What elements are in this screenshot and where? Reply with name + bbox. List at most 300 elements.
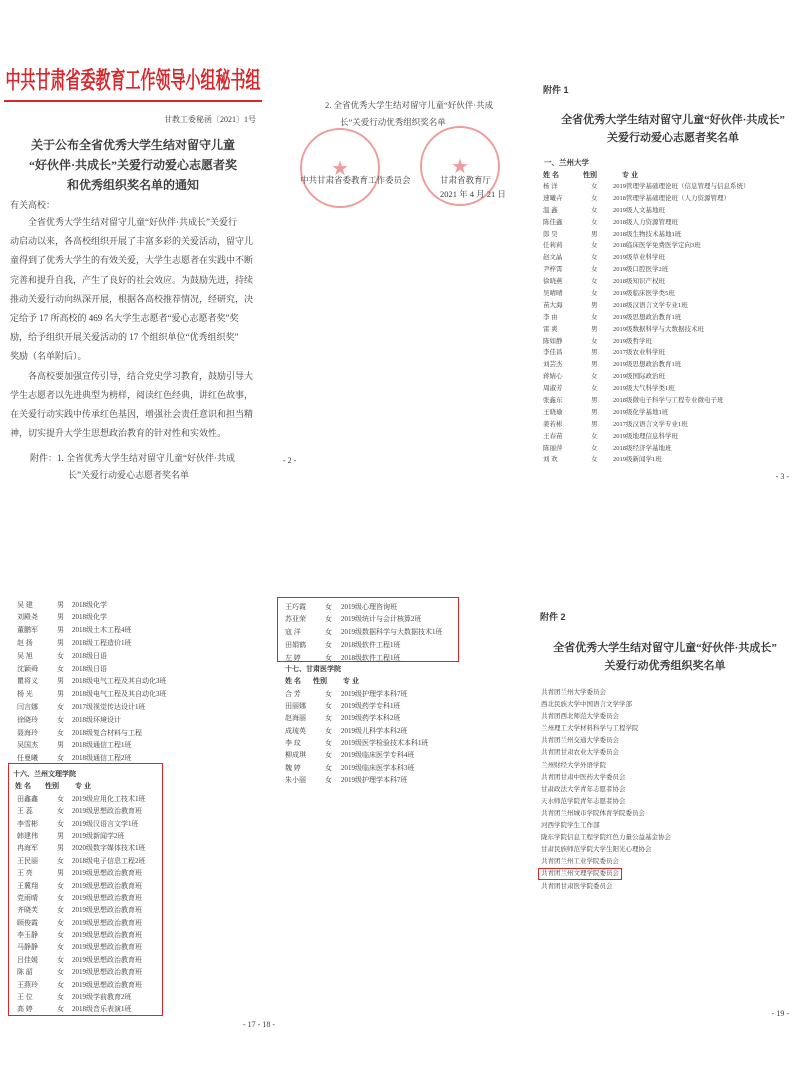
attachment-line: 附件：1. 全省优秀大学生结对留守儿童“好伙伴·共成 xyxy=(30,453,235,463)
list-row xyxy=(17,624,257,637)
cell-name: 田鑫鑫 xyxy=(17,794,38,803)
cell-major: 2018级日语 xyxy=(72,651,107,660)
column-major: 专 业 xyxy=(622,172,638,179)
cell-name: 王 蕊 xyxy=(17,807,33,816)
issuer-header: 中共甘肃省委教育工作领导小组秘书组 xyxy=(5,68,261,95)
list-item xyxy=(540,832,790,844)
section-heading: 一、兰州大学 xyxy=(544,158,589,167)
cell-gender: 女 xyxy=(325,714,332,723)
cell-major: 2019级口腔医学2班 xyxy=(613,266,669,274)
cell-major: 2019级临床医学本科3班 xyxy=(341,763,415,772)
cell-major: 2018级工程造价1班 xyxy=(72,638,132,647)
cell-name: 李雪彬 xyxy=(17,819,38,828)
cell-major: 2017级视觉传达设计1班 xyxy=(72,702,146,711)
organization-name: 共青团甘肃医学院委员会 xyxy=(541,882,613,890)
list-row xyxy=(285,725,485,737)
list-row xyxy=(17,663,257,676)
awardee-list xyxy=(285,688,485,786)
list-item xyxy=(540,735,790,747)
cell-name: 寇 洋 xyxy=(285,628,301,637)
list-row xyxy=(17,611,257,624)
cell-major: 2018级人力资源管理班 xyxy=(613,218,678,226)
column-major: 专 业 xyxy=(75,783,91,790)
list-item xyxy=(540,796,790,808)
cell-name: 吴 旭 xyxy=(17,651,33,660)
cell-name: 苏亚荣 xyxy=(285,615,306,624)
cell-gender: 男 xyxy=(57,869,64,878)
cell-name: 朱小丽 xyxy=(285,775,306,784)
organization-name: 共青团西北师范大学委员会 xyxy=(541,713,619,721)
list-row xyxy=(17,1003,157,1015)
cell-name: 陈佳鑫 xyxy=(543,218,563,226)
cell-name: 沈颖舜 xyxy=(17,664,38,673)
page-number: - 2 - xyxy=(283,456,297,465)
list-row xyxy=(285,700,485,712)
organization-list xyxy=(540,687,790,893)
cell-gender: 女 xyxy=(325,689,332,698)
cell-major: 2019级数据科学与大数据技术1班 xyxy=(341,628,443,637)
column-major: 专 业 xyxy=(343,678,359,685)
list-row xyxy=(543,359,793,371)
list-item xyxy=(540,760,790,772)
cell-major: 2019级新闻学2班 xyxy=(72,831,125,840)
cell-name: 周淑芳 xyxy=(543,385,563,393)
cell-name: 柳成琪 xyxy=(285,751,306,760)
cell-major: 2019级草业科学班 xyxy=(613,254,665,262)
page-attachment-2 xyxy=(532,533,799,1066)
attachment-label: 附件 2 xyxy=(540,612,566,622)
list-row xyxy=(17,637,257,650)
cell-name: 高 婷 xyxy=(17,1005,33,1014)
cell-major: 2019级临床医学类5班 xyxy=(613,290,675,298)
paragraph xyxy=(10,213,262,367)
list-row xyxy=(17,727,257,740)
paragraph-line: 神，切实提升大学生思想政治教育的针对性和实效性。 xyxy=(10,428,227,439)
attachment-label: 附件 1 xyxy=(543,85,569,95)
issue-date: 2021 年 4 月 21 日 xyxy=(440,189,506,199)
cell-name: 吴晴晴 xyxy=(543,290,563,298)
list-row xyxy=(285,639,455,652)
page-attachment-1 xyxy=(532,0,799,500)
cell-gender: 男 xyxy=(57,741,64,750)
list-row xyxy=(285,762,485,774)
list-item xyxy=(540,747,790,759)
cell-major: 2018管理学基础理论班（人力资源管理） xyxy=(613,194,730,202)
list-row xyxy=(285,774,485,786)
cell-gender: 女 xyxy=(57,881,64,890)
list-row xyxy=(543,264,793,276)
cell-major: 2018级微电子科学与工程专业微电子班 xyxy=(613,397,724,405)
cell-major: 2018级电子信息工程2班 xyxy=(72,856,146,865)
list-row xyxy=(285,688,485,700)
cell-major: 2019级思想政治教育班 xyxy=(72,918,142,927)
list-row xyxy=(543,229,793,241)
list-item xyxy=(540,687,790,699)
title-line: 关爱行动爱心志愿者奖名单 xyxy=(607,132,739,144)
cell-gender: 女 xyxy=(591,242,598,250)
paragraph-line: 完善和提升自我，产生了良好的社会效应。为鼓励先进，持续 xyxy=(10,274,254,285)
cell-name: 齐晓芙 xyxy=(17,906,38,915)
cell-name: 王 位 xyxy=(17,993,33,1002)
cell-major: 2019级护理学本科7班 xyxy=(341,775,408,784)
paragraph-line: 在关爱行动实践中传承红色基因，增强社会责任意识和担当精 xyxy=(10,409,254,420)
paragraph xyxy=(10,367,262,444)
organization-name: 共青团兰州大学委员会 xyxy=(541,689,606,696)
cell-major: 2019级思想政治教育班 xyxy=(72,869,142,878)
title-line: 关爱行动优秀组织奖名单 xyxy=(604,660,726,672)
signer-committee: 中共甘肃省委教育工作委员会 xyxy=(300,175,411,185)
list-row xyxy=(285,601,455,614)
list-row xyxy=(17,805,157,817)
list-row xyxy=(17,675,257,688)
list-row xyxy=(17,793,157,805)
organization-name: 兰州理工大学材料科学与工程学院 xyxy=(541,725,639,733)
title-line: “好伙伴·共成长”关爱行动爱心志愿者奖 xyxy=(28,158,237,172)
list-row xyxy=(543,181,793,193)
title-line: 全省优秀大学生结对留守儿童“好伙伴·共成长” xyxy=(553,642,777,654)
cell-major: 2018临床医学免费医学定向3班 xyxy=(613,242,701,250)
title-line: 关于公布全省优秀大学生结对留守儿童 xyxy=(30,138,235,152)
cell-gender: 女 xyxy=(591,456,598,464)
cell-major: 2018级通信工程2班 xyxy=(72,754,132,763)
cell-major: 2020级数字媒体技术1班 xyxy=(72,844,146,853)
cell-major: 2019级地理信息科学班 xyxy=(613,432,678,440)
cell-name: 杨 洋 xyxy=(543,183,558,190)
paragraph-line: 励，给予组织开展关爱活动的 17 个组织单位“优秀组织奖” xyxy=(10,332,239,343)
cell-name: 顾俊霞 xyxy=(17,918,38,927)
cell-major: 2019级护理学本科7班 xyxy=(341,689,408,698)
cell-major: 2018级复合材料与工程 xyxy=(72,728,142,737)
cell-name: 徐晓玲 xyxy=(17,715,38,724)
organization-name: 共青团甘肃中医药大学委员会 xyxy=(541,773,626,781)
awardee-list xyxy=(543,181,793,466)
cell-gender: 女 xyxy=(325,726,332,735)
list-item xyxy=(540,772,790,784)
cell-gender: 女 xyxy=(57,819,64,828)
attachment-line: 2. 全省优秀大学生结对留守儿童“好伙伴·共成 xyxy=(325,100,494,110)
awardee-list xyxy=(17,793,157,1016)
cell-name: 刘芸杰 xyxy=(543,361,563,369)
cell-name: 李玉静 xyxy=(17,931,38,940)
organization-name: 共青团兰州工业学院委员会 xyxy=(541,858,619,866)
cell-gender: 男 xyxy=(57,844,64,853)
list-item xyxy=(540,844,790,856)
cell-major: 2019级思想政治教育班 xyxy=(72,943,142,952)
list-row xyxy=(543,252,793,264)
column-name: 姓 名 xyxy=(15,783,31,790)
list-row xyxy=(543,454,793,466)
cell-name: 瞿将义 xyxy=(17,677,38,686)
cell-name: 王燕玲 xyxy=(17,980,38,989)
cell-gender: 女 xyxy=(57,943,64,952)
cell-name: 左 婷 xyxy=(285,653,301,662)
list-row xyxy=(543,193,793,205)
cell-major: 2018级环境设计 xyxy=(72,715,121,724)
cell-gender: 女 xyxy=(325,602,332,611)
cell-gender: 女 xyxy=(591,218,598,226)
organization-name: 共青团兰州交通大学委员会 xyxy=(541,737,619,745)
list-row xyxy=(17,714,257,727)
cell-major: 2018级通信工程1班 xyxy=(72,741,132,750)
cell-major: 2019级数据科学与大数据技术班 xyxy=(613,325,704,333)
cell-name: 杨 光 xyxy=(17,690,33,699)
list-row xyxy=(17,991,157,1003)
cell-name: 任曼曦 xyxy=(17,754,38,763)
column-gender: 性别 xyxy=(45,783,59,790)
cell-name: 吴国杰 xyxy=(17,741,38,750)
cell-name: 赵海丽 xyxy=(285,714,306,723)
cell-name: 闫言娜 xyxy=(17,702,38,711)
cell-major: 2019级药学专科1班 xyxy=(341,702,401,711)
cell-gender: 男 xyxy=(591,230,598,238)
notice-body xyxy=(10,213,262,443)
cell-gender: 男 xyxy=(57,626,64,635)
cell-gender: 女 xyxy=(591,266,598,274)
cell-major: 2017级汉语言文学专业1班 xyxy=(613,420,688,428)
signer-department: 甘肃省教育厅 xyxy=(440,175,492,185)
list-row xyxy=(543,336,793,348)
cell-gender: 男 xyxy=(57,600,64,609)
paragraph-line: 推动关爱行动向纵深开展，根据各高校推荐情况，经研究，决 xyxy=(10,293,254,304)
cell-major: 2019级心理咨询班 xyxy=(341,602,397,611)
cell-major: 2019级大气科学类1班 xyxy=(613,385,675,393)
cell-name: 田丽娜 xyxy=(285,702,306,711)
list-row xyxy=(543,288,793,300)
cell-gender: 女 xyxy=(325,763,332,772)
column-name: 姓 名 xyxy=(285,678,301,685)
cell-gender: 男 xyxy=(57,613,64,622)
list-item xyxy=(540,868,790,880)
list-row xyxy=(17,880,157,892)
list-row xyxy=(543,407,793,419)
organization-name: 河西学院学生工作部 xyxy=(541,822,600,830)
cell-gender: 男 xyxy=(57,831,64,840)
list-row xyxy=(543,431,793,443)
cell-major: 2019级思想政治教育1班 xyxy=(613,313,682,321)
list-item xyxy=(540,820,790,832)
cell-major: 2019级思想政治教育班 xyxy=(72,893,142,902)
page-signatures xyxy=(266,0,532,500)
section-heading: 十七、甘肃医学院 xyxy=(285,666,341,673)
cell-major: 2019级化学基地1班 xyxy=(613,408,669,416)
cell-gender: 男 xyxy=(591,349,598,357)
awardee-list xyxy=(17,599,257,765)
list-row xyxy=(543,443,793,455)
title-line: 全省优秀大学生结对留守儿童“好伙伴·共成长” xyxy=(561,114,785,126)
cell-name: 陈丽萍 xyxy=(543,444,563,452)
list-row xyxy=(17,867,157,879)
list-row xyxy=(543,419,793,431)
cell-major: 2018级化学 xyxy=(72,613,107,622)
cell-name: 李 玟 xyxy=(285,738,301,747)
table-header xyxy=(285,676,445,688)
list-row xyxy=(285,712,485,724)
cell-gender: 女 xyxy=(591,432,598,440)
cell-gender: 女 xyxy=(57,968,64,977)
cell-major: 2019级思想政治教育班 xyxy=(72,881,142,890)
cell-gender: 女 xyxy=(591,206,598,214)
cell-gender: 女 xyxy=(57,856,64,865)
cell-major: 2019级儿科学本科2班 xyxy=(341,726,408,735)
list-row xyxy=(17,917,157,929)
list-row xyxy=(285,737,485,749)
cell-gender: 女 xyxy=(57,807,64,816)
page-notice xyxy=(0,0,266,500)
cell-name: 郎 昊 xyxy=(543,230,558,238)
cell-major: 2019级统计与会计核算2班 xyxy=(341,615,422,624)
cell-name: 张鑫东 xyxy=(543,397,563,405)
cell-major: 2019级学前教育2班 xyxy=(72,993,132,1002)
cell-gender: 女 xyxy=(591,278,598,286)
paragraph-line: 奖励（名单附后）。 xyxy=(10,351,87,362)
cell-gender: 男 xyxy=(591,408,598,416)
list-row xyxy=(17,904,157,916)
cell-name: 王民丽 xyxy=(17,856,38,865)
cell-gender: 女 xyxy=(57,1005,64,1014)
cell-major: 2019级思想政治教育班 xyxy=(72,906,142,915)
list-item xyxy=(540,881,790,893)
paragraph-line: 动启动以来，各高校组织开展了丰富多彩的关爱活动，留守儿 xyxy=(10,236,254,247)
cell-name: 党雨晴 xyxy=(17,893,38,902)
cell-gender: 女 xyxy=(325,751,332,760)
paragraph-line: 童得到了优秀大学生的有效关爱，大学生志愿者在实践中不断 xyxy=(10,255,254,266)
list-row xyxy=(17,739,257,752)
organization-name: 共青团甘肃农业大学委员会 xyxy=(541,749,619,757)
attachment-title xyxy=(538,639,792,675)
attachment-line: 长”关爱行动爱心志愿者奖名单 xyxy=(68,470,189,480)
list-row xyxy=(17,979,157,991)
list-row xyxy=(17,941,157,953)
cell-major: 2018级软件工程1班 xyxy=(341,640,401,649)
cell-major: 2018级生物技术基地1班 xyxy=(613,230,682,238)
cell-gender: 女 xyxy=(591,290,598,298)
cell-name: 陈如静 xyxy=(543,337,563,345)
cell-name: 刘殿尧 xyxy=(17,613,38,622)
cell-gender: 女 xyxy=(57,980,64,989)
list-row xyxy=(543,312,793,324)
cell-gender: 女 xyxy=(325,615,332,624)
cell-gender: 女 xyxy=(591,385,598,393)
cell-gender: 女 xyxy=(325,628,332,637)
cell-major: 2018级知识产权班 xyxy=(613,278,665,286)
cell-major: 2019级思想政治教育班 xyxy=(72,980,142,989)
cell-name: 王春苗 xyxy=(543,432,563,440)
cell-name: 马静静 xyxy=(17,943,38,952)
cell-gender: 女 xyxy=(57,664,64,673)
cell-gender: 女 xyxy=(57,651,64,660)
list-row xyxy=(543,205,793,217)
cell-gender: 男 xyxy=(57,677,64,686)
cell-name: 王晓瑜 xyxy=(543,408,563,416)
list-row xyxy=(17,599,257,612)
list-row xyxy=(17,892,157,904)
cell-name: 聂海玲 xyxy=(17,728,38,737)
attachment-list xyxy=(30,450,235,484)
page-number: - 3 - xyxy=(775,472,789,481)
list-row xyxy=(285,613,455,626)
cell-gender: 女 xyxy=(325,653,332,662)
column-gender: 性别 xyxy=(313,678,327,685)
page-number: - 19 - xyxy=(771,1009,789,1018)
list-item xyxy=(540,808,790,820)
cell-name: 赵文晶 xyxy=(543,254,563,262)
cell-major: 2019级哲学班 xyxy=(613,337,652,345)
list-item xyxy=(540,711,790,723)
cell-major: 2019级汉语言文学1班 xyxy=(72,819,139,828)
cell-gender: 女 xyxy=(325,640,332,649)
list-row xyxy=(17,842,157,854)
cell-major: 2019级临床医学专科4班 xyxy=(341,751,415,760)
title-line: 和优秀组织奖名单的通知 xyxy=(66,178,199,192)
cell-gender: 女 xyxy=(325,775,332,784)
cell-name: 蒋婧心 xyxy=(543,373,563,381)
cell-name: 陈 韶 xyxy=(17,968,33,977)
list-item xyxy=(540,856,790,868)
cell-gender: 男 xyxy=(57,690,64,699)
cell-major: 2019级人文基地班 xyxy=(613,206,665,214)
salutation: 有关高校： xyxy=(10,200,56,210)
cell-gender: 男 xyxy=(57,638,64,647)
list-row xyxy=(285,749,485,761)
paragraph-line: 学生志愿者以先进典型为榜样，阅读红色经典，讲红色故事， xyxy=(10,389,254,400)
cell-name: 董鹏军 xyxy=(17,626,38,635)
cell-name: 徐晓燕 xyxy=(543,278,563,286)
list-row xyxy=(543,347,793,359)
cell-name: 冉海军 xyxy=(17,844,38,853)
list-row xyxy=(543,240,793,252)
cell-gender: 女 xyxy=(591,254,598,262)
cell-major: 2017级农业科学班 xyxy=(613,349,665,357)
cell-major: 2018级化学 xyxy=(72,600,107,609)
cell-gender: 女 xyxy=(57,955,64,964)
cell-major: 2019级思想政治教育1班 xyxy=(613,361,682,369)
organization-name: 陇东学院信息工程学院红色力量公益基金协会 xyxy=(541,834,671,842)
cell-name: 雷 爽 xyxy=(543,325,558,333)
list-row xyxy=(17,830,157,842)
highlight-box-section-16 xyxy=(8,763,163,1016)
cell-name: 任莉莉 xyxy=(543,242,563,250)
cell-gender: 男 xyxy=(591,325,598,333)
cell-name: 速曦卉 xyxy=(543,194,563,202)
cell-name: 韩建伟 xyxy=(17,831,38,840)
awardee-list xyxy=(285,601,455,665)
cell-gender: 女 xyxy=(57,715,64,724)
cell-gender: 男 xyxy=(591,420,598,428)
column-name: 姓 名 xyxy=(543,172,559,179)
cell-gender: 女 xyxy=(591,444,598,452)
cell-name: 王冀翔 xyxy=(17,881,38,890)
cell-major: 2019级医学检验技术本科1班 xyxy=(341,738,429,747)
cell-major: 2019级思想政治教育班 xyxy=(72,807,142,816)
paragraph-line: 各高校要加强宣传引导，结合党史学习教育，鼓励引导大 xyxy=(28,370,254,381)
cell-gender: 女 xyxy=(57,993,64,1002)
cell-gender: 女 xyxy=(591,194,598,202)
organization-name: 天水师范学院青年志愿者协会 xyxy=(541,797,626,805)
list-item xyxy=(540,784,790,796)
highlight-box-rows xyxy=(277,597,459,662)
cell-name: 田娟鹤 xyxy=(285,640,306,649)
cell-name: 李佳昌 xyxy=(543,349,563,357)
cell-gender: 女 xyxy=(57,906,64,915)
cell-gender: 男 xyxy=(591,397,598,405)
cell-major: 2019级新闻学1班 xyxy=(613,456,662,464)
organization-name: 兰州财经大学外语学院 xyxy=(541,761,606,769)
cell-gender: 女 xyxy=(57,931,64,940)
cell-major: 2019级思想政治教育班 xyxy=(72,968,142,977)
cell-major: 2019级国际政治班 xyxy=(613,373,665,381)
cell-name: 吕佳媛 xyxy=(17,955,38,964)
cell-major: 2018级日语 xyxy=(72,664,107,673)
